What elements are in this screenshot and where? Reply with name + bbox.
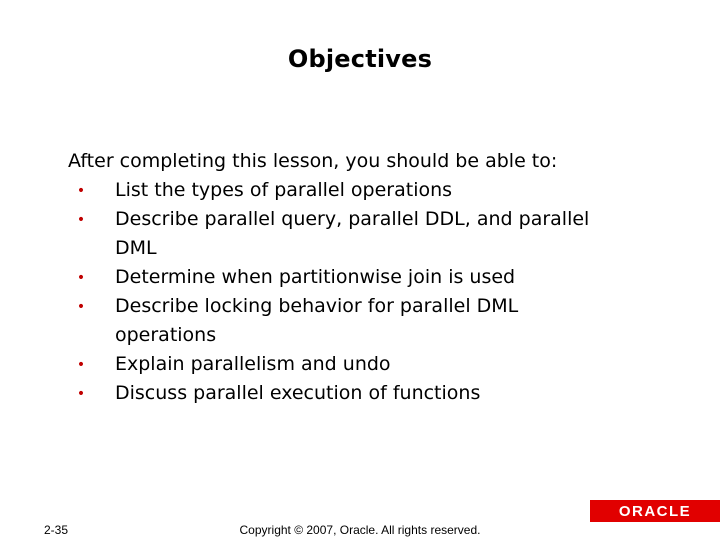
bullet-icon: • bbox=[76, 357, 86, 373]
list-item-text: Describe parallel query, parallel DDL, and parallel DML bbox=[115, 208, 590, 259]
list-item bbox=[68, 379, 668, 408]
slide-title: Objectives bbox=[287, 45, 433, 73]
list-item-text: List the types of parallel operations bbox=[115, 179, 453, 201]
slide-content bbox=[68, 146, 668, 408]
list-item-text: Explain parallelism and undo bbox=[115, 353, 391, 375]
bullet-icon: • bbox=[76, 270, 86, 286]
bullet-icon: • bbox=[76, 212, 86, 228]
oracle-logo-text: ORACLE bbox=[618, 503, 692, 519]
page-number: 2-35 bbox=[44, 523, 69, 537]
list-item bbox=[68, 176, 668, 205]
bullet-icon: • bbox=[76, 183, 86, 199]
bullet-icon: • bbox=[76, 386, 86, 402]
objectives-list bbox=[68, 176, 668, 408]
bullet-icon: • bbox=[76, 299, 86, 315]
list-item bbox=[68, 292, 668, 350]
copyright-text: Copyright © 2007, Oracle. All rights reserved. bbox=[239, 523, 481, 537]
oracle-logo-icon bbox=[607, 503, 703, 519]
list-item-text: Describe locking behavior for parallel DML operations bbox=[115, 295, 519, 346]
list-item bbox=[68, 205, 668, 263]
list-item-text: Discuss parallel execution of functions bbox=[115, 382, 481, 404]
intro-text: After completing this lesson, you should be able to: bbox=[68, 150, 558, 172]
oracle-logo bbox=[590, 500, 720, 522]
list-item bbox=[68, 263, 668, 292]
list-item-text: Determine when partitionwise join is used bbox=[115, 266, 516, 288]
list-item bbox=[68, 350, 668, 379]
